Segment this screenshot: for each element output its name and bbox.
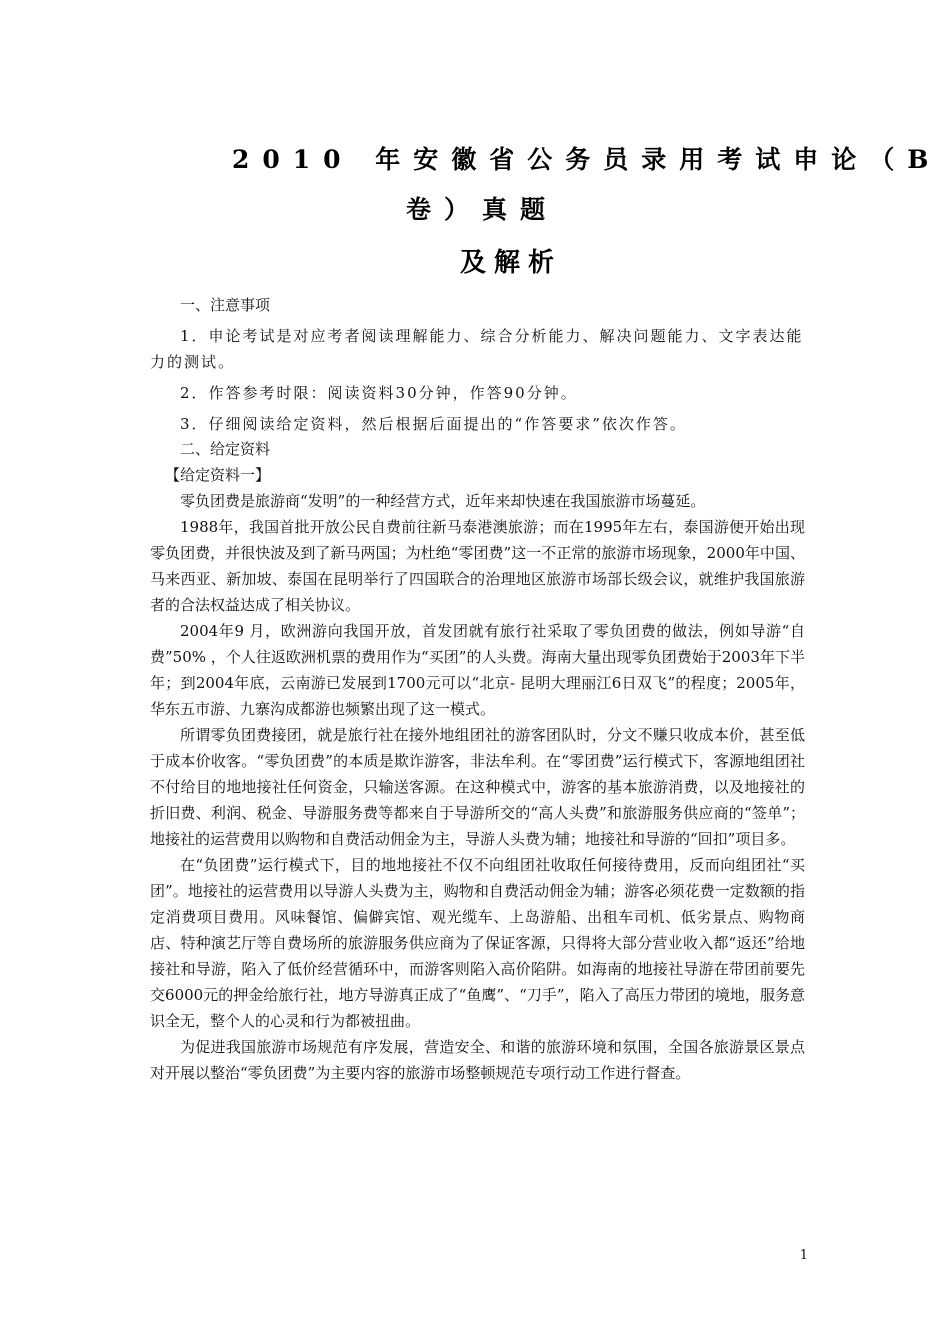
notice-item: 2．作答参考时限：阅读资料30分钟，作答90分钟。 xyxy=(180,384,578,402)
notice-heading: 一、注意事项 xyxy=(180,296,271,314)
material-paragraph: 所谓零负团费接团，就是旅行社在接外地组团社的游客团队时，分文不赚只收成本价，甚至低于成本价收客。“零负团费”的本质是欺诈游客，非法牟利。在“零团费”运行模式下，客源地组团社不付给目的地地接社任何资金，只输送客源。在这种模式中，游客的基本旅游消费，以及地接社的折旧费、利润、税金、导游服务费等都来自于导游所交的“高人头费”和旅游服务供应商的“签单”；地接社的运营费用以购物和自费活动佣金为主，导游人头费为辅；地接社和导游的“回扣”项目多。 xyxy=(150,726,805,848)
material-label: 【给定资料一】 xyxy=(165,466,271,484)
document-title-line-1: 2010 年安徽省公务员录用考试申论（B xyxy=(232,145,942,174)
materials-heading: 二、给定资料 xyxy=(180,440,271,458)
page-number: 1 xyxy=(799,1248,808,1263)
material-paragraph: 零负团费是旅游商“发明”的一种经营方式，近年来却快速在我国旅游市场蔓延。 xyxy=(180,492,706,510)
material-paragraph: 2004年9 月，欧洲游向我国开放，首发团就有旅行社采取了零负团费的做法，例如导游“自费”50% ，个人往返欧洲机票的费用作为“买团”的人头费。海南大量出现零负团费始于2003年下半年；到2004年底，云南游已发展到1700元可以“北京- 昆明大理丽江6日双飞”的程度；2005年，华东五市游、九寨沟成都游也频繁出现了这一模式。 xyxy=(150,622,805,718)
notice-item: 3．仔细阅读给定资料，然后根据后面提出的“作答要求”依次作答。 xyxy=(180,415,687,433)
notice-item: 1．申论考试是对应考者阅读理解能力、综合分析能力、解决问题能力、文字表达能力的测试。 xyxy=(150,327,804,371)
materials-section xyxy=(150,440,805,1086)
document-title-line-2: 卷）真题 xyxy=(406,195,559,224)
material-paragraph: 在“负团费”运行模式下，目的地地接社不仅不向组团社收取任何接待费用，反而向组团社“买团”。地接社的运营费用以导游人头费为主，购物和自费活动佣金为辅；游客必须花费一定数额的指定消费项目费用。风味餐馆、偏僻宾馆、观光缆车、上岛游船、出租车司机、低劣景点、购物商店、特种演艺厅等自费场所的旅游服务供应商为了保证客源，只得将大部分营业收入都“返还”给地接社和导游，陷入了低价经营循环中，而游客则陷入高价陷阱。如海南的地接社导游在带团前要先交6000元的押金给旅行社，地方导游真正成了“鱼鹰”、“刀手”，陷入了高压力带团的境地，服务意识全无，整个人的心灵和行为都被扭曲。 xyxy=(150,856,805,1030)
material-paragraph: 为促进我国旅游市场规范有序发展，营造安全、和谐的旅游环境和氛围，全国各旅游景区景点对开展以整治“零负团费”为主要内容的旅游市场整顿规范专项行动工作进行督查。 xyxy=(150,1038,805,1082)
document-title-line-3: 及解析 xyxy=(460,248,563,278)
material-paragraph: 1988年，我国首批开放公民自费前往新马泰港澳旅游；而在1995年左右，泰国游便开始出现零负团费，并很快波及到了新马两国；为杜绝“零团费”这一不正常的旅游市场现象，2000年中国、马来西亚、新加坡、泰国在昆明举行了四国联合的治理地区旅游市场部长级会议，就维护我国旅游者的合法权益达成了相关协议。 xyxy=(150,518,805,614)
notice-section xyxy=(150,292,805,437)
